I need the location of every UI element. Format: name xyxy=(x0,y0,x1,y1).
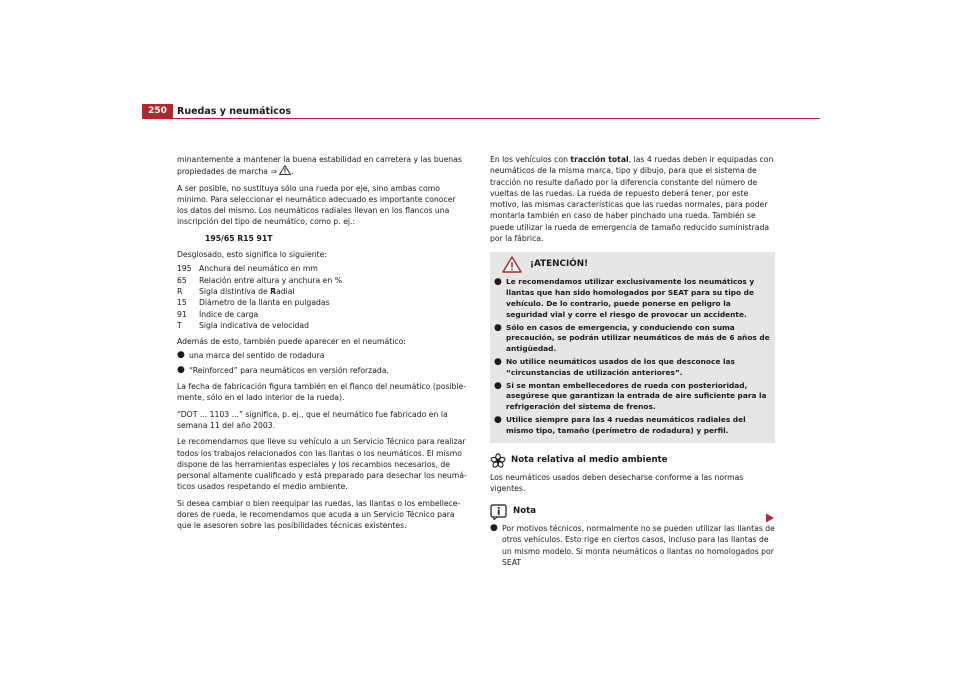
warning-item xyxy=(494,277,771,320)
spec-desc: Índice de carga xyxy=(199,309,259,319)
info-note-icon xyxy=(490,504,508,520)
spec-row xyxy=(177,320,467,331)
bullet-icon: ● xyxy=(177,350,185,361)
paragraph-text: En los vehículos con xyxy=(490,155,571,164)
page-title: Ruedas y neumáticos xyxy=(177,106,292,117)
paragraph-dot-code: “DOT ... 1103 ...” significa, p. ej., que el neumático fue fabricado en la semana 11 del año 2003. xyxy=(177,409,448,430)
bullet-icon: ● xyxy=(494,356,502,367)
paragraph-breakdown: Desglosado, esto significa lo siguiente: xyxy=(177,250,327,260)
warning-item xyxy=(494,381,771,413)
spec-list xyxy=(177,263,467,331)
spec-desc xyxy=(199,286,295,297)
list-item xyxy=(177,365,467,376)
spec-desc-post: adial xyxy=(276,286,295,296)
awd-term: tracción total xyxy=(570,155,629,164)
page-number: 250 xyxy=(142,104,173,119)
warning-item xyxy=(494,415,771,437)
warning-title: ¡ATENCIÓN! xyxy=(530,259,589,270)
header-divider xyxy=(173,118,820,119)
environment-text: Los neumáticos usados deben desecharse conforme a las normas vigentes. xyxy=(490,472,744,493)
spec-row xyxy=(177,286,467,297)
warning-item-text: Sólo en casos de emergencia, y conduciendo con suma precaución, se podrán utilizar neumáticos de más de 6 años de antigüedad. xyxy=(506,322,770,354)
bullet-icon: ● xyxy=(494,322,502,333)
left-column xyxy=(177,154,467,537)
warning-item-text: No utilice neumáticos usados de los que desconoce las “circunstancias de utilización anteriores”. xyxy=(506,356,735,377)
warning-item xyxy=(494,357,771,379)
warning-item-text: Utilice siempre para las 4 ruedas neumáticos radiales del mismo tipo, tamaño (perímetro de rodadura) y perfil. xyxy=(506,414,746,435)
note-header xyxy=(490,504,775,520)
warning-item-text: Si se montan embellecedores de rueda con posterioridad, asegúrese que garantizan la entrada de aire suficiente para la refrigeración del sistema de frenos. xyxy=(506,380,767,412)
tire-code: 195/65 R15 91T xyxy=(205,233,273,243)
warning-item xyxy=(494,323,771,355)
bullet-icon: ● xyxy=(494,277,502,288)
paragraph-text: minantemente a mantener la buena estabilidad en carretera y las buenas propiedades de marcha ⇒ xyxy=(177,155,462,177)
list-item xyxy=(177,350,467,361)
bullet-icon: ● xyxy=(494,380,502,391)
spec-code: 91 xyxy=(177,309,187,319)
spec-desc-bold: R xyxy=(270,286,277,296)
spec-desc: Anchura del neumático en mm xyxy=(199,264,318,274)
environment-flower-icon xyxy=(490,453,506,469)
paragraph-end: . xyxy=(291,167,294,177)
spec-code: T xyxy=(177,320,182,330)
right-column xyxy=(490,154,775,571)
note-item xyxy=(490,523,775,568)
warning-item-text: Le recomendamos utilizar exclusivamente los neumáticos y llantas que han sido homologados por SEAT para su tipo de vehículo. De lo contrario, puede ponerse en peligro la seguridad vial y corre el riesgo de provocar un accidente. xyxy=(506,277,755,319)
warning-box xyxy=(490,252,775,442)
warning-triangle-icon xyxy=(502,256,522,273)
paragraph-stability xyxy=(177,154,467,178)
list-item-text: una marca del sentido de rodadura xyxy=(189,351,325,361)
paragraph-manufacture-date: La fecha de fabricación figura también en el flanco del neumático (posible-mente, sólo en el lado interior de la rueda). xyxy=(177,382,467,403)
warning-header xyxy=(502,252,771,277)
bullet-icon: ● xyxy=(177,364,185,375)
spec-row xyxy=(177,263,467,274)
spec-code: R xyxy=(177,286,183,296)
paragraph-wheels: Si desea cambiar o bien reequipar las ruedas, las llantas o los embellece-dores de rueda, le recomendamos que acuda a un Servicio Técnico para que le asesoren sobre las posibilidades técnicas existentes. xyxy=(177,498,461,531)
spec-desc-pre: Sigla distintiva de xyxy=(199,286,271,296)
next-page-arrow-icon xyxy=(765,513,775,523)
paragraph-replacement: A ser posible, no sustituya sólo una rueda por eje, sino ambas como mínimo. Para seleccionar el neumático adecuado es importante conocer los datos del mismo. Los neumáticos radiales llevan en los flancos una inscripción del tipo de neumático, como p. ej.: xyxy=(177,183,456,227)
environment-header xyxy=(490,453,775,469)
spec-desc: Relación entre altura y anchura en % xyxy=(199,275,342,285)
paragraph-text: , las 4 ruedas deben ir equipadas con neumáticos de la misma marca, tipo y dibujo, para que el sistema de tracción no resulte dañado por la diferencia constante del número de vueltas de las ruedas. La rueda de repuesto deberá tener, por este motivo, las mismas características que las ruedas normales, para poder montarla también en caso de haber pinchado una rueda. También se puede utilizar la rueda de emergencia de tamaño reducido suministrada por la fábrica. xyxy=(490,155,774,244)
spec-row xyxy=(177,297,467,308)
environment-title: Nota relativa al medio ambiente xyxy=(511,454,668,465)
spec-desc: Diámetro de la llanta en pulgadas xyxy=(199,298,330,308)
warning-triangle-icon xyxy=(279,165,294,177)
spec-desc: Sigla indicativa de velocidad xyxy=(199,320,310,330)
note-title: Nota xyxy=(513,506,537,517)
spec-row xyxy=(177,275,467,286)
paragraph-additional: Además de esto, también puede aparecer en el neumático: xyxy=(177,337,406,347)
spec-code: 195 xyxy=(177,264,192,274)
spec-row xyxy=(177,309,467,320)
paragraph-service: Le recomendamos que lleve su vehículo a un Servicio Técnico para realizar todos los trabajos relacionados con las llantas o los neumáticos. El mismo dispone de las herramientas especiales y los recambios necesarios, de personal altamente cualificado y está preparado para desechar los neumá-ticos usados respetando el medio ambiente. xyxy=(177,437,467,492)
list-item-text: “Reinforced” para neumáticos en versión reforzada. xyxy=(189,365,389,375)
bullet-icon: ● xyxy=(490,523,498,534)
spec-code: 15 xyxy=(177,298,187,308)
paragraph-awd xyxy=(490,154,775,244)
note-text: Por motivos técnicos, normalmente no se pueden utilizar las llantas de otros vehículos. Esto rige en ciertos casos, incluso para las llantas de un mismo modelo. Si monta neumáticos o llantas no homologados por SEAT xyxy=(502,524,775,568)
bullet-icon: ● xyxy=(494,414,502,425)
spec-code: 65 xyxy=(177,275,187,285)
